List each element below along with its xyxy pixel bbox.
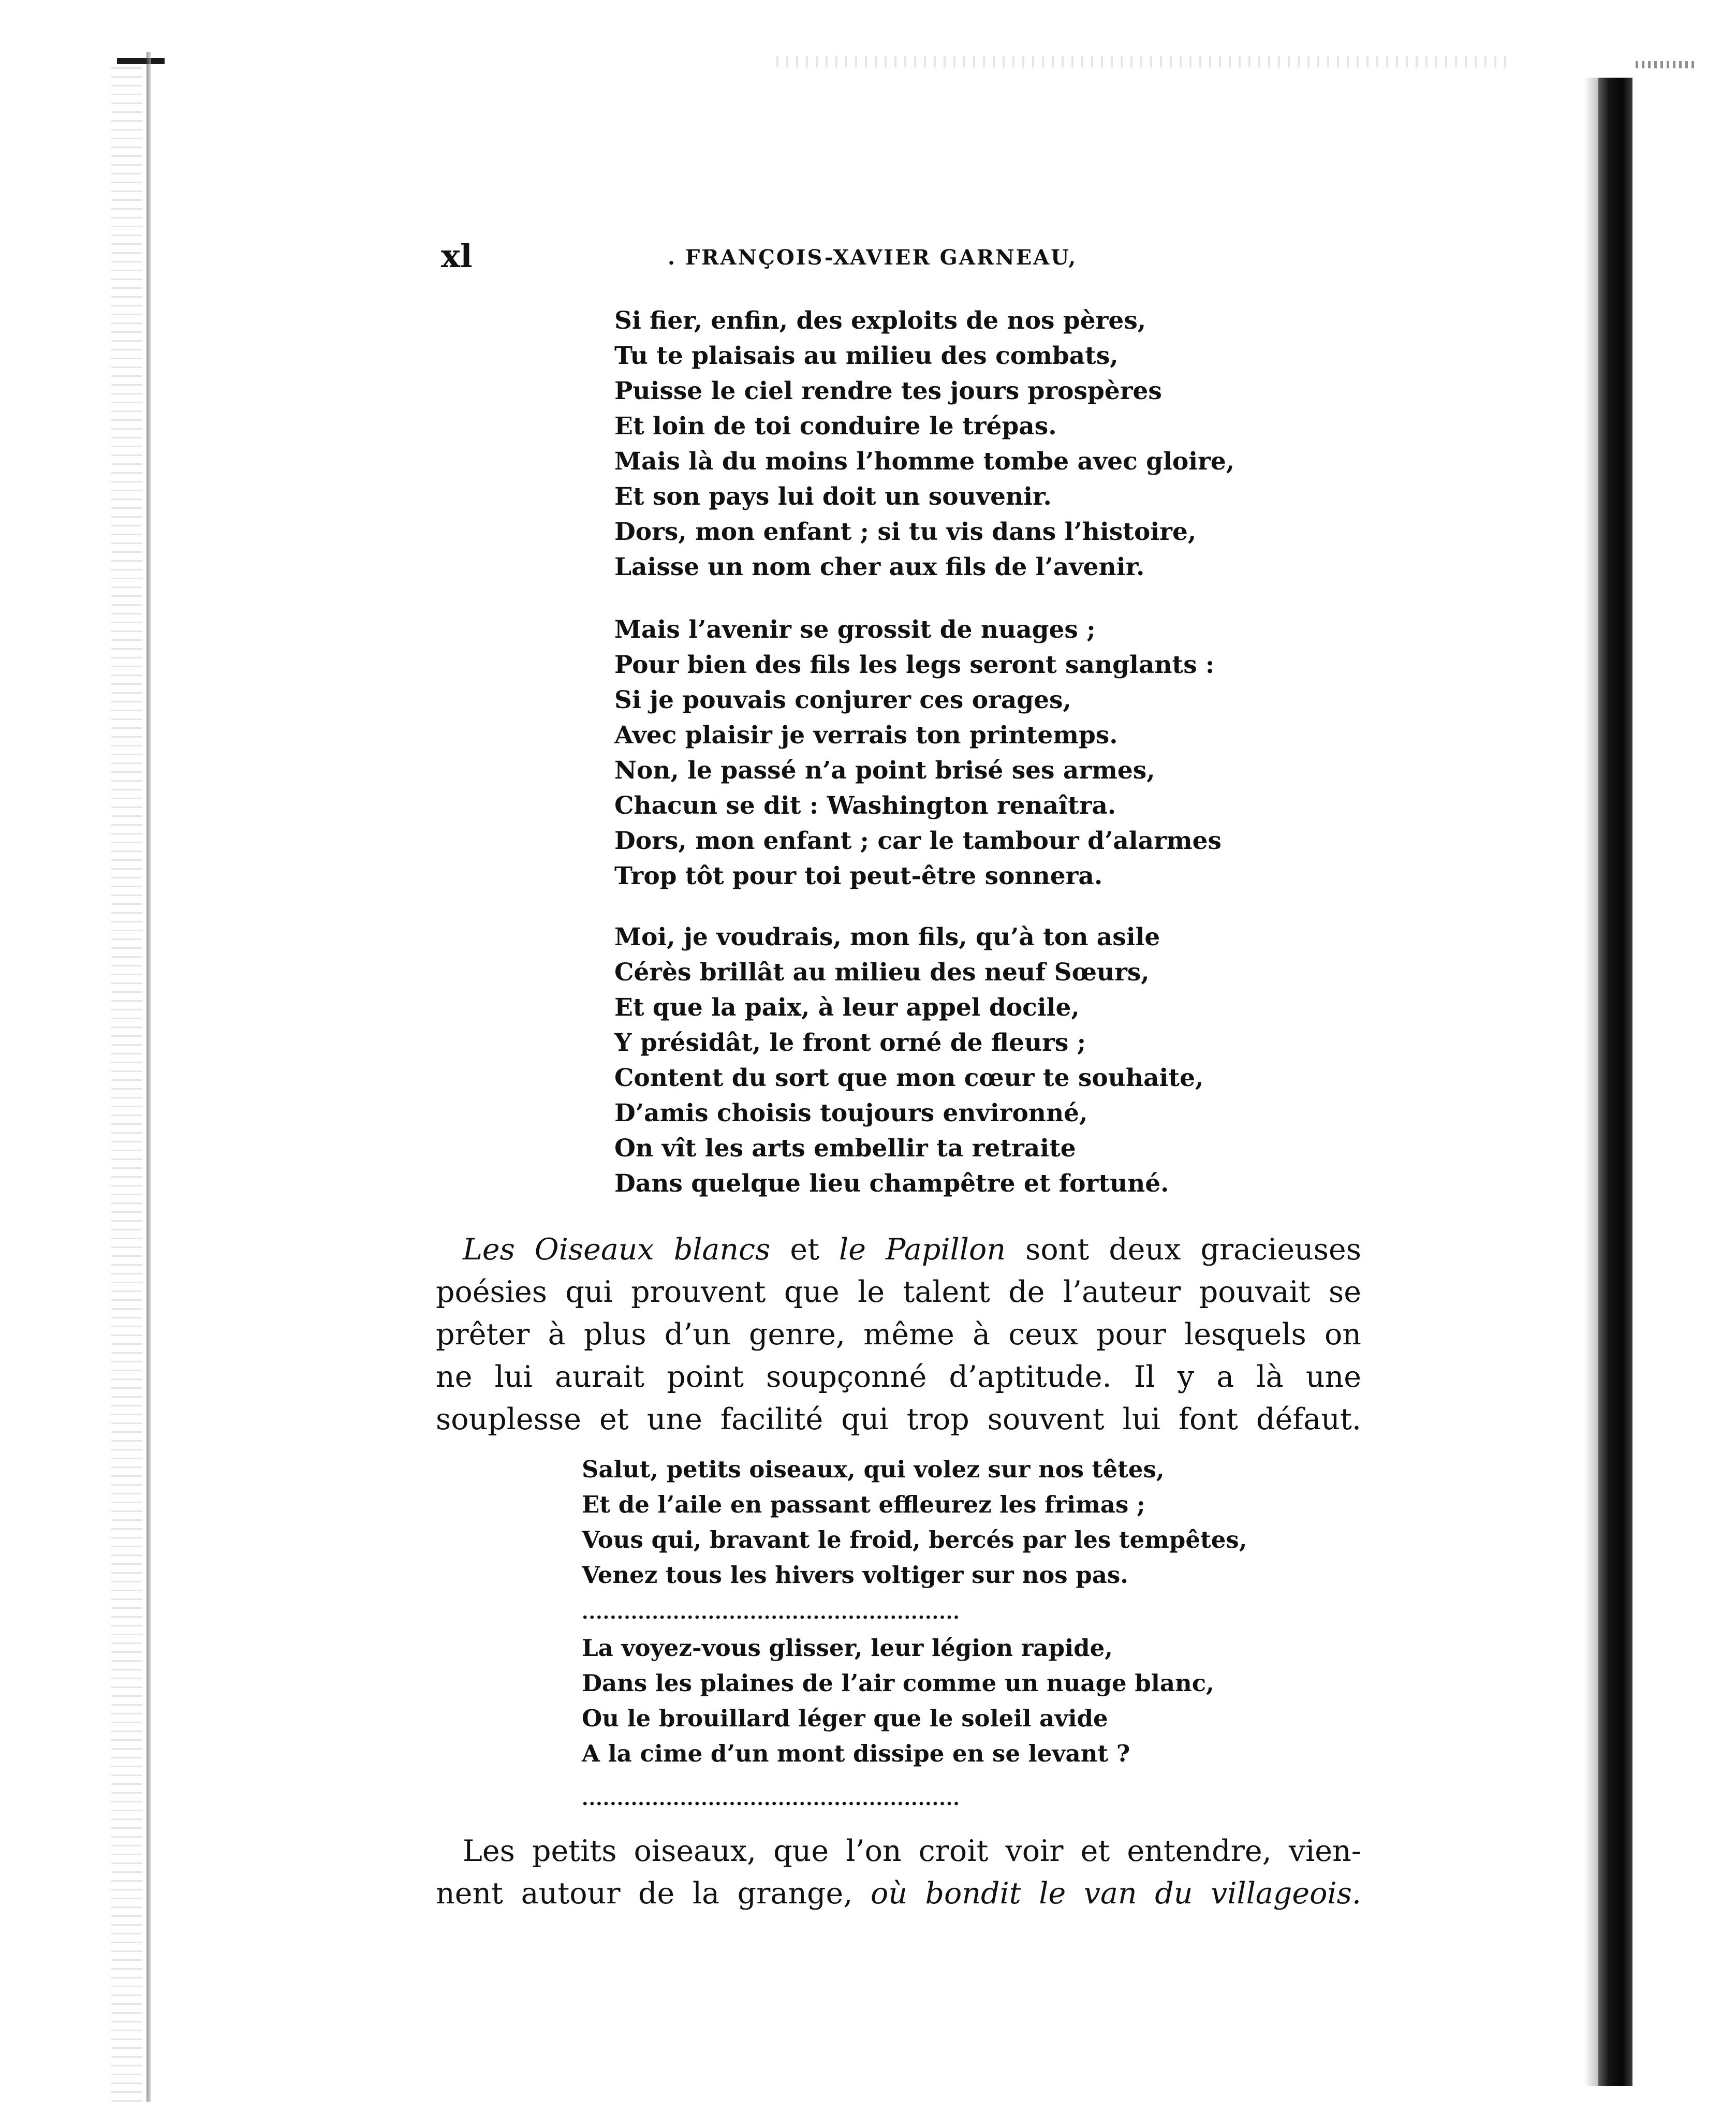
verse-line: Y présidât, le front orné de fleurs ; [614,1029,1086,1057]
prose-paragraph [436,1830,1361,1915]
verse-line: On vît les arts embellir ta retraite [614,1134,1076,1163]
quoted-phrase: où bondit le van du villageois. [870,1876,1361,1911]
verse-line: Et de l’aile en passant effleurez les frimas ; [582,1491,1145,1518]
verse-line: D’amis choisis toujours environné, [614,1099,1088,1127]
page-number: xl [441,237,473,275]
prose-line: prêter à plus d’un genre, même à ceux pour lesquels on [436,1317,1361,1352]
verse-line: Et loin de toi conduire le trépas. [614,412,1057,441]
prose-line: poésies qui prouvent que le talent de l’auteur pouvait se [436,1275,1361,1309]
poem-stanza [582,1452,1247,1593]
verse-line: Dans quelque lieu champêtre et fortuné. [614,1169,1169,1198]
verse-line: Mais l’avenir se grossit de nuages ; [614,615,1096,644]
verse-line: Dans les plaines de l’air comme un nuage blanc, [582,1669,1214,1697]
verse-line: Cérès brillât au milieu des neuf Sœurs, [614,958,1150,987]
scan-mark-top-right [1636,61,1698,68]
verse-line: Trop tôt pour toi peut-être sonnera. [614,862,1103,890]
verse-line: Venez tous les hivers voltiger sur nos pas. [582,1561,1128,1589]
verse-line: Dors, mon enfant ; car le tambour d’alarmes [614,827,1222,855]
verse-line: Avec plaisir je verrais ton printemps. [614,721,1118,750]
prose-line: souplesse et une facilité qui trop souvent lui font défaut. [436,1402,1361,1436]
scan-edge-left [146,52,151,2102]
running-title: . FRANÇOIS-XAVIER GARNEAU, [668,245,1078,270]
verse-line: Et son pays lui doit un souvenir. [614,482,1052,511]
verse-line: Mais là du moins l’homme tombe avec gloire, [614,447,1235,476]
scan-speckle-top [776,56,1511,67]
work-title: le Papillon [839,1232,1006,1267]
scan-edge-right [1598,78,1632,2086]
scan-shadow-right [1584,78,1599,2086]
poem-stanza [614,920,1203,1201]
verse-line: Tu te plaisais au milieu des combats, [614,342,1119,370]
poem-stanza [582,1631,1214,1771]
prose-line [436,1872,1361,1915]
scan-speckle-left [111,67,142,2107]
verse-line: Non, le passé n’a point brisé ses armes, [614,756,1155,785]
work-title: Les Oiseaux blancs [463,1232,771,1267]
prose-text: et [770,1232,840,1267]
ellipsis-rule: ...................................................... [582,1602,960,1623]
poem-stanza [614,303,1234,585]
prose-line [436,1830,1361,1872]
prose-paragraph [436,1228,1361,1441]
prose-text: Les petits oiseaux, que l’on croit voir et entendre, vien- [463,1834,1361,1868]
verse-line: Puisse le ciel rendre tes jours prospères [614,377,1162,405]
prose-line [436,1228,1361,1271]
verse-line: Et que la paix, à leur appel docile, [614,993,1080,1022]
verse-line: Si je pouvais conjurer ces orages, [614,686,1071,714]
verse-line: Ou le brouillard léger que le soleil avide [582,1705,1108,1732]
verse-line: La voyez-vous glisser, leur légion rapide, [582,1634,1113,1662]
prose-text: sont deux gracieuses [1006,1232,1361,1267]
verse-line: Moi, je voudrais, mon fils, qu’à ton asile [614,923,1160,951]
verse-line: Pour bien des fils les legs seront sanglants : [614,651,1215,679]
running-head [0,236,1736,277]
scan-mark-top-left [117,58,165,64]
verse-line: Salut, petits oiseaux, qui volez sur nos têtes, [582,1456,1165,1483]
prose-text: nent autour de la grange, [436,1876,871,1911]
verse-line: Content du sort que mon cœur te souhaite, [614,1064,1204,1092]
verse-line: Dors, mon enfant ; si tu vis dans l’histoire, [614,518,1197,546]
verse-line: Laisse un nom cher aux fils de l’avenir. [614,553,1145,581]
verse-line: A la cime d’un mont dissipe en se levant ? [582,1740,1130,1767]
verse-line: Vous qui, bravant le froid, bercés par les tempêtes, [582,1526,1247,1553]
prose-line: ne lui aurait point soupçonné d’aptitude. Il y a là une [436,1360,1361,1394]
ellipsis-rule: ...................................................... [582,1788,960,1809]
verse-line: Si fier, enfin, des exploits de nos pères, [614,306,1146,335]
poem-stanza [614,612,1222,894]
verse-line: Chacun se dit : Washington renaîtra. [614,791,1116,820]
